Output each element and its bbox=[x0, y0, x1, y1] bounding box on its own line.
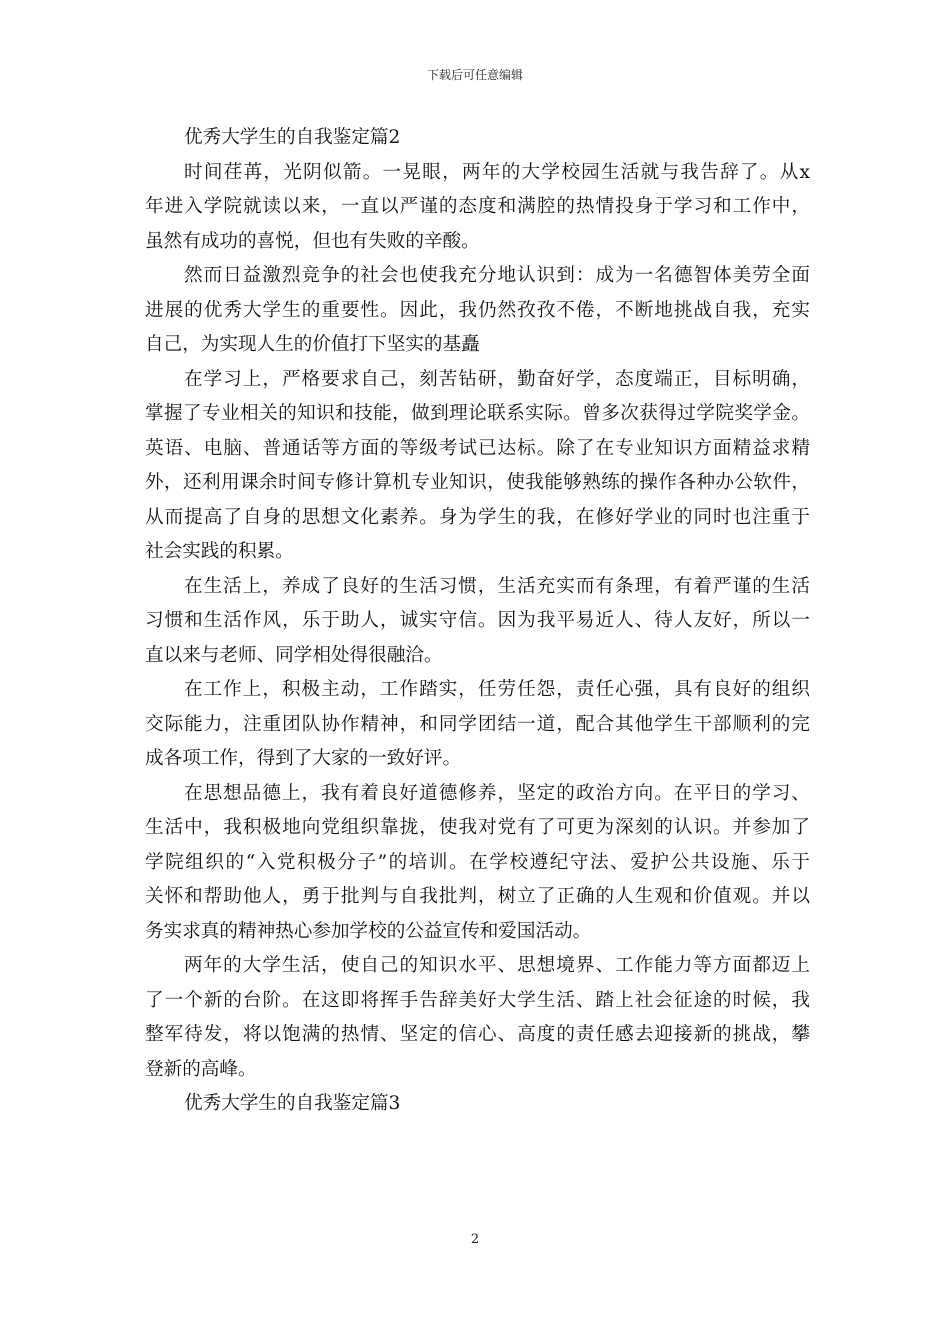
text-line: 在思想品德上，我有着良好道德修养，坚定的政治方向。在平日的学习、 bbox=[184, 782, 810, 804]
text-line: 登新的高峰。 bbox=[145, 1058, 257, 1080]
page-header-note: 下载后可任意编辑 bbox=[426, 68, 523, 82]
text-line: 了一个新的台阶。在这即将挥手告辞美好大学生活、踏上社会征途的时候，我 bbox=[145, 989, 810, 1011]
section-heading: 优秀大学生的自我鉴定篇2 bbox=[184, 127, 401, 148]
text-line: 自己，为实现人生的价值打下坚实的基矗 bbox=[145, 334, 480, 355]
text-line: 两年的大学生活，使自己的知识水平、思想境界、工作能力等方面都迈上 bbox=[184, 955, 810, 976]
section-heading: 优秀大学生的自我鉴定篇3 bbox=[184, 1093, 401, 1114]
text-line: 整军待发，将以饱满的热情、坚定的信心、高度的责任感去迎接新的挑战，攀 bbox=[145, 1024, 810, 1045]
text-line: 直以来与老师、同学相处得很融洽。 bbox=[145, 644, 443, 666]
text-line: 年进入学院就读以来，一直以严谨的态度和满腔的热情投身于学习和工作中， bbox=[145, 196, 810, 217]
text-line: 学院组织的“入党积极分子”的培训。在学校遵纪守法、爱护公共设施、乐于 bbox=[145, 851, 810, 873]
document-body bbox=[145, 121, 810, 1122]
text-line: 在工作上，积极主动，工作踏实，任劳任怨，责任心强，具有良好的组织 bbox=[184, 679, 810, 700]
text-line: 社会实践的积累。 bbox=[145, 541, 294, 562]
text-line: 生活中，我积极地向党组织靠拢，使我对党有了可更为深刻的认识。并参加了 bbox=[145, 817, 810, 838]
text-line: 掌握了专业相关的知识和技能，做到理论联系实际。曾多次获得过学院奖学金。 bbox=[145, 403, 810, 424]
page-number: 2 bbox=[470, 1232, 480, 1247]
text-line: 在学习上，严格要求自己，刻苦钻研，勤奋好学，态度端正，目标明确， bbox=[184, 368, 810, 390]
text-line: 习惯和生活作风，乐于助人，诚实守信。因为我平易近人、待人友好，所以一 bbox=[145, 610, 810, 631]
text-line: 然而日益激烈竞争的社会也使我充分地认识到：成为一名德智体美劳全面 bbox=[184, 265, 810, 286]
text-line: 虽然有成功的喜悦，但也有失败的辛酸。 bbox=[145, 230, 480, 252]
text-line: 成各项工作，得到了大家的一致好评。 bbox=[145, 748, 462, 769]
text-line: 时间荏苒，光阴似箭。一晃眼，两年的大学校园生活就与我告辞了。从x bbox=[184, 161, 810, 183]
text-line: 进展的优秀大学生的重要性。因此，我仍然孜孜不倦，不断地挑战自我，充实 bbox=[145, 299, 810, 321]
text-line: 务实求真的精神热心参加学校的公益宣传和爱国活动。 bbox=[145, 920, 592, 942]
text-line: 关怀和帮助他人，勇于批判与自我批判，树立了正确的人生观和价值观。并以 bbox=[145, 886, 810, 907]
text-line: 交际能力，注重团队协作精神，和同学团结一道，配合其他学生干部顺利的完 bbox=[145, 713, 810, 735]
text-line: 在生活上，养成了良好的生活习惯，生活充实而有条理，有着严谨的生活 bbox=[184, 575, 810, 597]
text-line: 英语、电脑、普通话等方面的等级考试已达标。除了在专业知识方面精益求精 bbox=[145, 437, 810, 459]
text-line: 从而提高了自身的思想文化素养。身为学生的我，在修好学业的同时也注重于 bbox=[145, 506, 810, 528]
text-line: 外，还利用课余时间专修计算机专业知识，使我能够熟练的操作各种办公软件， bbox=[145, 472, 810, 493]
